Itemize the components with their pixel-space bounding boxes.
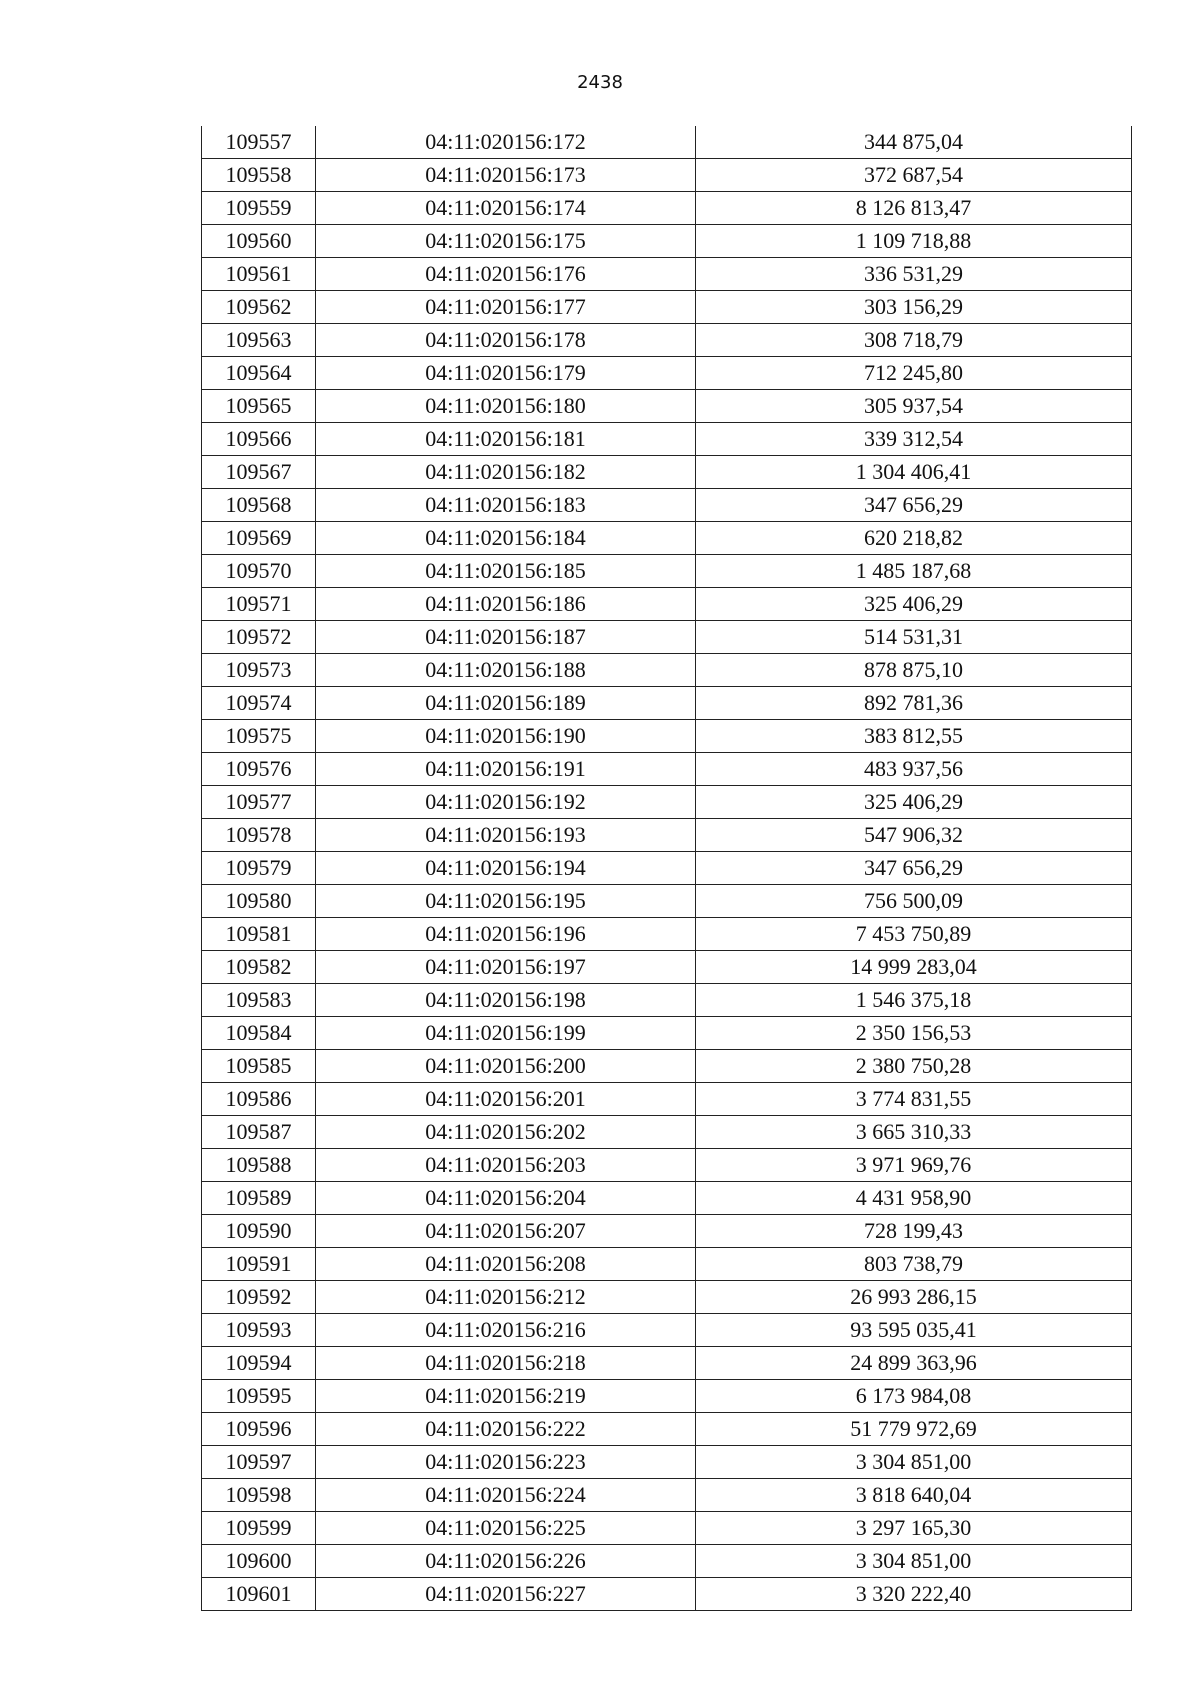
table-row <box>202 687 1132 720</box>
cadastral-number-cell: 04:11:020156:219 <box>316 1380 696 1413</box>
cadastral-number-cell: 04:11:020156:200 <box>316 1050 696 1083</box>
cadastral-value-cell: 303 156,29 <box>696 291 1132 324</box>
cadastral-value-cell: 1 546 375,18 <box>696 984 1132 1017</box>
cadastral-value-cell: 2 380 750,28 <box>696 1050 1132 1083</box>
cadastral-number-cell: 04:11:020156:193 <box>316 819 696 852</box>
table-row <box>202 984 1132 1017</box>
row-number-cell: 109566 <box>202 423 316 456</box>
cadastral-value-cell: 728 199,43 <box>696 1215 1132 1248</box>
cadastral-number-cell: 04:11:020156:174 <box>316 192 696 225</box>
table-row <box>202 456 1132 489</box>
row-number-cell: 109582 <box>202 951 316 984</box>
table-row <box>202 1578 1132 1611</box>
table-row <box>202 1347 1132 1380</box>
table-row <box>202 852 1132 885</box>
table-row <box>202 588 1132 621</box>
cadastral-value-cell: 620 218,82 <box>696 522 1132 555</box>
cadastral-number-cell: 04:11:020156:204 <box>316 1182 696 1215</box>
cadastral-number-cell: 04:11:020156:192 <box>316 786 696 819</box>
row-number-cell: 109569 <box>202 522 316 555</box>
cadastral-value-cell: 308 718,79 <box>696 324 1132 357</box>
table-row <box>202 357 1132 390</box>
row-number-cell: 109575 <box>202 720 316 753</box>
table-row <box>202 786 1132 819</box>
table-row <box>202 819 1132 852</box>
table-row <box>202 753 1132 786</box>
cadastral-value-cell: 93 595 035,41 <box>696 1314 1132 1347</box>
cadastral-value-cell: 26 993 286,15 <box>696 1281 1132 1314</box>
cadastral-value-cell: 3 320 222,40 <box>696 1578 1132 1611</box>
cadastral-number-cell: 04:11:020156:222 <box>316 1413 696 1446</box>
cadastral-value-cell: 803 738,79 <box>696 1248 1132 1281</box>
table-row <box>202 1215 1132 1248</box>
cadastral-value-cell: 3 971 969,76 <box>696 1149 1132 1182</box>
cadastral-number-cell: 04:11:020156:183 <box>316 489 696 522</box>
row-number-cell: 109574 <box>202 687 316 720</box>
row-number-cell: 109572 <box>202 621 316 654</box>
cadastral-value-cell: 2 350 156,53 <box>696 1017 1132 1050</box>
cadastral-value-cell: 3 774 831,55 <box>696 1083 1132 1116</box>
cadastral-number-cell: 04:11:020156:177 <box>316 291 696 324</box>
cadastral-number-cell: 04:11:020156:188 <box>316 654 696 687</box>
row-number-cell: 109561 <box>202 258 316 291</box>
cadastral-number-cell: 04:11:020156:191 <box>316 753 696 786</box>
cadastral-value-cell: 305 937,54 <box>696 390 1132 423</box>
cadastral-value-cell: 878 875,10 <box>696 654 1132 687</box>
row-number-cell: 109588 <box>202 1149 316 1182</box>
table-row <box>202 324 1132 357</box>
table-body <box>202 126 1132 1611</box>
table-row <box>202 1314 1132 1347</box>
cadastral-number-cell: 04:11:020156:185 <box>316 555 696 588</box>
row-number-cell: 109571 <box>202 588 316 621</box>
cadastral-number-cell: 04:11:020156:195 <box>316 885 696 918</box>
cadastral-number-cell: 04:11:020156:208 <box>316 1248 696 1281</box>
row-number-cell: 109586 <box>202 1083 316 1116</box>
cadastral-value-cell: 514 531,31 <box>696 621 1132 654</box>
cadastral-value-cell: 1 485 187,68 <box>696 555 1132 588</box>
cadastral-value-cell: 336 531,29 <box>696 258 1132 291</box>
cadastral-number-cell: 04:11:020156:202 <box>316 1116 696 1149</box>
row-number-cell: 109596 <box>202 1413 316 1446</box>
table-row <box>202 126 1132 159</box>
row-number-cell: 109590 <box>202 1215 316 1248</box>
cadastral-value-cell: 51 779 972,69 <box>696 1413 1132 1446</box>
page-number: 2438 <box>577 72 623 93</box>
cadastral-value-cell: 3 665 310,33 <box>696 1116 1132 1149</box>
cadastral-value-cell: 483 937,56 <box>696 753 1132 786</box>
cadastral-number-cell: 04:11:020156:194 <box>316 852 696 885</box>
table-row <box>202 1446 1132 1479</box>
table-row <box>202 1050 1132 1083</box>
cadastral-value-cell: 3 297 165,30 <box>696 1512 1132 1545</box>
row-number-cell: 109563 <box>202 324 316 357</box>
cadastral-value-cell: 756 500,09 <box>696 885 1132 918</box>
table-row <box>202 489 1132 522</box>
cadastral-number-cell: 04:11:020156:186 <box>316 588 696 621</box>
cadastral-number-cell: 04:11:020156:207 <box>316 1215 696 1248</box>
cadastral-number-cell: 04:11:020156:216 <box>316 1314 696 1347</box>
row-number-cell: 109597 <box>202 1446 316 1479</box>
cadastral-value-cell: 1 109 718,88 <box>696 225 1132 258</box>
table-row <box>202 951 1132 984</box>
cadastral-value-cell: 712 245,80 <box>696 357 1132 390</box>
cadastral-value-cell: 3 818 640,04 <box>696 1479 1132 1512</box>
row-number-cell: 109562 <box>202 291 316 324</box>
cadastral-number-cell: 04:11:020156:226 <box>316 1545 696 1578</box>
table-row <box>202 225 1132 258</box>
cadastral-value-cell: 1 304 406,41 <box>696 456 1132 489</box>
table-row <box>202 1479 1132 1512</box>
table-row <box>202 1083 1132 1116</box>
cadastral-value-cell: 3 304 851,00 <box>696 1446 1132 1479</box>
cadastral-value-cell: 344 875,04 <box>696 126 1132 159</box>
table-row <box>202 1017 1132 1050</box>
row-number-cell: 109601 <box>202 1578 316 1611</box>
row-number-cell: 109595 <box>202 1380 316 1413</box>
cadastral-number-cell: 04:11:020156:223 <box>316 1446 696 1479</box>
table-row <box>202 885 1132 918</box>
cadastral-number-cell: 04:11:020156:189 <box>316 687 696 720</box>
cadastral-value-cell: 547 906,32 <box>696 819 1132 852</box>
cadastral-value-cell: 325 406,29 <box>696 786 1132 819</box>
cadastral-value-cell: 325 406,29 <box>696 588 1132 621</box>
row-number-cell: 109558 <box>202 159 316 192</box>
cadastral-number-cell: 04:11:020156:198 <box>316 984 696 1017</box>
row-number-cell: 109598 <box>202 1479 316 1512</box>
cadastral-number-cell: 04:11:020156:175 <box>316 225 696 258</box>
cadastral-number-cell: 04:11:020156:180 <box>316 390 696 423</box>
row-number-cell: 109560 <box>202 225 316 258</box>
row-number-cell: 109583 <box>202 984 316 1017</box>
cadastral-number-cell: 04:11:020156:172 <box>316 126 696 159</box>
table-row <box>202 258 1132 291</box>
cadastral-number-cell: 04:11:020156:224 <box>316 1479 696 1512</box>
row-number-cell: 109589 <box>202 1182 316 1215</box>
cadastral-value-cell: 7 453 750,89 <box>696 918 1132 951</box>
row-number-cell: 109585 <box>202 1050 316 1083</box>
cadastral-number-cell: 04:11:020156:199 <box>316 1017 696 1050</box>
cadastral-value-cell: 8 126 813,47 <box>696 192 1132 225</box>
cadastral-number-cell: 04:11:020156:187 <box>316 621 696 654</box>
table-row <box>202 1413 1132 1446</box>
cadastral-value-cell: 347 656,29 <box>696 852 1132 885</box>
cadastral-number-cell: 04:11:020156:179 <box>316 357 696 390</box>
cadastral-number-cell: 04:11:020156:181 <box>316 423 696 456</box>
cadastral-value-cell: 4 431 958,90 <box>696 1182 1132 1215</box>
row-number-cell: 109564 <box>202 357 316 390</box>
cadastral-number-cell: 04:11:020156:190 <box>316 720 696 753</box>
cadastral-value-cell: 347 656,29 <box>696 489 1132 522</box>
row-number-cell: 109570 <box>202 555 316 588</box>
table-row <box>202 291 1132 324</box>
row-number-cell: 109576 <box>202 753 316 786</box>
row-number-cell: 109573 <box>202 654 316 687</box>
table-row <box>202 1545 1132 1578</box>
cadastral-number-cell: 04:11:020156:182 <box>316 456 696 489</box>
cadastral-value-cell: 6 173 984,08 <box>696 1380 1132 1413</box>
table-row <box>202 1512 1132 1545</box>
cadastral-number-cell: 04:11:020156:227 <box>316 1578 696 1611</box>
row-number-cell: 109565 <box>202 390 316 423</box>
table-row <box>202 159 1132 192</box>
table-row <box>202 1116 1132 1149</box>
cadastral-number-cell: 04:11:020156:178 <box>316 324 696 357</box>
cadastral-number-cell: 04:11:020156:184 <box>316 522 696 555</box>
cadastral-number-cell: 04:11:020156:196 <box>316 918 696 951</box>
row-number-cell: 109577 <box>202 786 316 819</box>
row-number-cell: 109592 <box>202 1281 316 1314</box>
row-number-cell: 109559 <box>202 192 316 225</box>
cadastral-value-cell: 339 312,54 <box>696 423 1132 456</box>
cadastral-number-cell: 04:11:020156:203 <box>316 1149 696 1182</box>
table-row <box>202 1281 1132 1314</box>
cadastral-value-cell: 24 899 363,96 <box>696 1347 1132 1380</box>
cadastral-number-cell: 04:11:020156:212 <box>316 1281 696 1314</box>
cadastral-value-cell: 383 812,55 <box>696 720 1132 753</box>
row-number-cell: 109594 <box>202 1347 316 1380</box>
row-number-cell: 109593 <box>202 1314 316 1347</box>
row-number-cell: 109600 <box>202 1545 316 1578</box>
row-number-cell: 109581 <box>202 918 316 951</box>
row-number-cell: 109578 <box>202 819 316 852</box>
cadastral-number-cell: 04:11:020156:176 <box>316 258 696 291</box>
table-row <box>202 423 1132 456</box>
table-row <box>202 1248 1132 1281</box>
table-row <box>202 621 1132 654</box>
cadastral-number-cell: 04:11:020156:173 <box>316 159 696 192</box>
cadastral-number-cell: 04:11:020156:201 <box>316 1083 696 1116</box>
row-number-cell: 109557 <box>202 126 316 159</box>
cadastral-number-cell: 04:11:020156:225 <box>316 1512 696 1545</box>
table-row <box>202 654 1132 687</box>
table-row <box>202 192 1132 225</box>
table-row <box>202 1182 1132 1215</box>
cadastral-number-cell: 04:11:020156:218 <box>316 1347 696 1380</box>
row-number-cell: 109568 <box>202 489 316 522</box>
table-row <box>202 390 1132 423</box>
row-number-cell: 109591 <box>202 1248 316 1281</box>
table-row <box>202 720 1132 753</box>
cadastral-value-table <box>201 126 1132 1611</box>
table-row <box>202 1380 1132 1413</box>
cadastral-number-cell: 04:11:020156:197 <box>316 951 696 984</box>
row-number-cell: 109599 <box>202 1512 316 1545</box>
table-row <box>202 555 1132 588</box>
row-number-cell: 109584 <box>202 1017 316 1050</box>
table-row <box>202 918 1132 951</box>
row-number-cell: 109587 <box>202 1116 316 1149</box>
table-row <box>202 1149 1132 1182</box>
row-number-cell: 109580 <box>202 885 316 918</box>
cadastral-value-cell: 372 687,54 <box>696 159 1132 192</box>
row-number-cell: 109567 <box>202 456 316 489</box>
cadastral-value-cell: 892 781,36 <box>696 687 1132 720</box>
cadastral-value-cell: 14 999 283,04 <box>696 951 1132 984</box>
table-row <box>202 522 1132 555</box>
row-number-cell: 109579 <box>202 852 316 885</box>
cadastral-value-cell: 3 304 851,00 <box>696 1545 1132 1578</box>
